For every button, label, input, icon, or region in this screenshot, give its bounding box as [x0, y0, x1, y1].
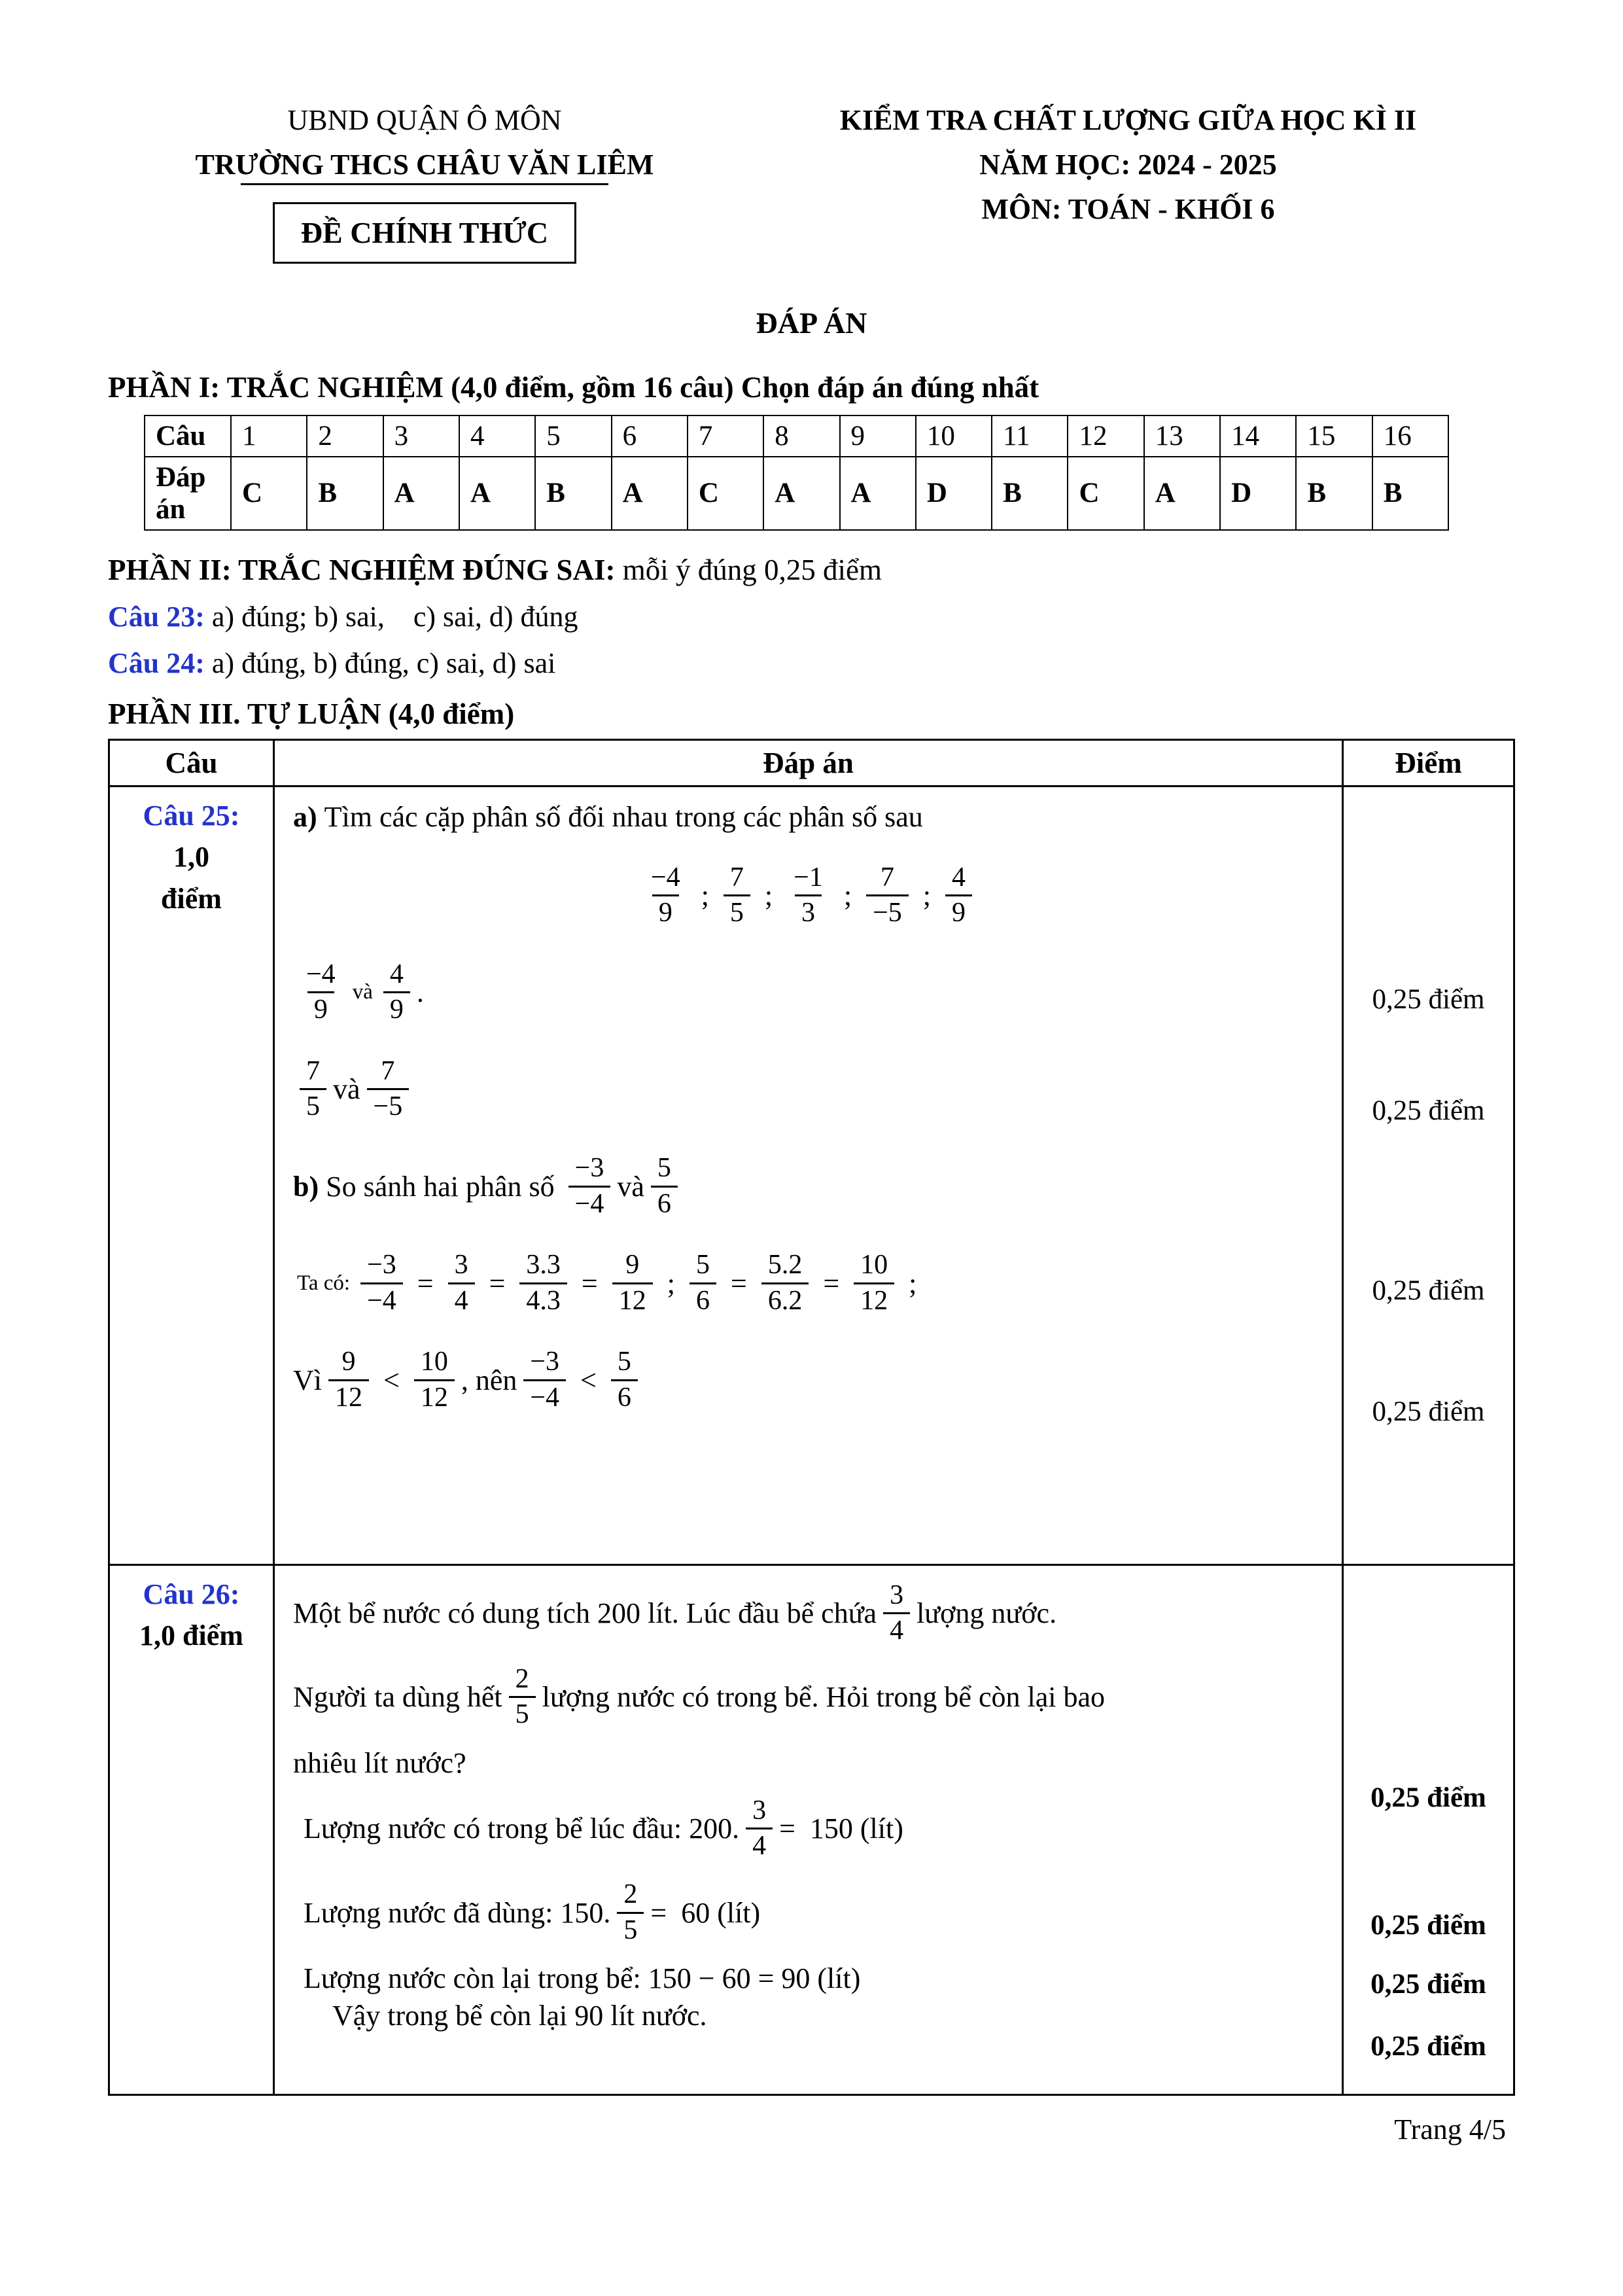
- points-badge: 0,25 điểm: [1372, 1275, 1485, 1306]
- answer-cell: D: [916, 457, 992, 530]
- q25-a-text: Tìm các cặp phân số đối nhau trong các phân số sau: [317, 800, 923, 833]
- equals-sign: =: [823, 1267, 840, 1299]
- fraction: $\frac{-3}{-4}$: [523, 1345, 566, 1415]
- question-24-label: Câu 24:: [108, 646, 205, 679]
- question-23-answer: [108, 600, 1515, 633]
- answer-cell: B: [1296, 457, 1372, 530]
- q26-problem-line-1: [293, 1579, 1323, 1648]
- q25-answer-cell: [274, 786, 1343, 1564]
- subject-grade: MÔN: TOÁN - KHỐI 6: [981, 193, 1275, 226]
- question-number: 13: [1144, 415, 1220, 457]
- question-number: 3: [383, 415, 459, 457]
- text-run: = 60 (lít): [650, 1896, 761, 1929]
- fraction: $\frac{-1}{3}$: [787, 861, 829, 930]
- q26-label-cell: [109, 1564, 274, 2094]
- q26-label: Câu 26:: [143, 1578, 240, 1610]
- text-run: Một bể nước có dung tích 200 lít. Lúc đầu bể chứa: [293, 1597, 877, 1630]
- q25-opposite-pair-2: [293, 1055, 1323, 1124]
- points-badge: 0,25 điểm: [1372, 1396, 1485, 1427]
- fraction: $\frac{3}{4}$: [883, 1579, 910, 1648]
- col-header-dapan: Đáp án: [274, 739, 1343, 786]
- q25-score-2: điểm: [161, 883, 222, 915]
- q26-problem-line-3: [293, 1746, 1323, 1780]
- semicolon: ;: [667, 1267, 675, 1299]
- equals-sign: =: [581, 1267, 598, 1299]
- answer-cell: A: [612, 457, 688, 530]
- fraction: $\frac{3}{4}$: [746, 1794, 773, 1863]
- part3-essay-table: [108, 739, 1515, 2096]
- separator: ;: [764, 879, 773, 912]
- answer-cell: B: [1372, 457, 1448, 530]
- q26-problem-line-2: [293, 1663, 1323, 1732]
- question-number: 6: [612, 415, 688, 457]
- part1-answer-table: [144, 415, 1449, 531]
- answer-cell: B: [535, 457, 611, 530]
- and-word: và: [352, 980, 373, 1004]
- q25-fraction-list: [293, 861, 1323, 930]
- separator: ;: [843, 879, 852, 912]
- text-run: Lượng nước có trong bể lúc đầu: 200.: [304, 1812, 740, 1845]
- points-badge: 0,25 điểm: [1370, 1909, 1486, 1941]
- fraction: $\frac{7}{-5}$: [367, 1055, 410, 1124]
- fraction: $\frac{4}{9}$: [383, 958, 410, 1027]
- part2-heading: [108, 553, 1515, 587]
- fraction: $\frac{10}{12}$: [414, 1345, 455, 1415]
- fraction: $\frac{9}{12}$: [328, 1345, 369, 1415]
- text-run: Vậy trong bể còn lại 90 lít nước.: [332, 2000, 707, 2032]
- q25-label: Câu 25:: [143, 799, 240, 832]
- text-run: Người ta dùng hết: [293, 1681, 502, 1714]
- org-name: UBND QUẬN Ô MÔN: [287, 104, 562, 136]
- fraction: $\frac{2}{5}$: [617, 1878, 644, 1947]
- question-number: 7: [688, 415, 763, 457]
- text-run: lượng nước có trong bể. Hỏi trong bể còn lại bao: [542, 1681, 1105, 1714]
- answer-cell: C: [688, 457, 763, 530]
- q25-taco-derivation: [293, 1248, 1323, 1318]
- answer-cell: A: [383, 457, 459, 530]
- points-badge: 0,25 điểm: [1372, 1095, 1485, 1126]
- q25-opposite-pair-1: [293, 958, 1323, 1027]
- question-23-label: Câu 23:: [108, 600, 205, 633]
- question-number: 1: [231, 415, 307, 457]
- points-badge: 0,25 điểm: [1370, 1782, 1486, 1813]
- points-badge: 0,25 điểm: [1370, 1968, 1486, 2000]
- q26-conclusion: [293, 1999, 1323, 2032]
- less-than-sign: <: [383, 1364, 400, 1396]
- part3-heading: PHẦN III. TỰ LUẬN (4,0 điểm): [108, 697, 515, 730]
- q26-score: 1,0 điểm: [139, 1619, 243, 1652]
- row-label-dapan: Đáp án: [145, 457, 231, 530]
- vi-word: Vì: [293, 1364, 322, 1396]
- fraction: $\frac{2}{5}$: [509, 1663, 536, 1732]
- fraction: $\frac{5}{6}$: [689, 1248, 716, 1318]
- and-word: và: [617, 1170, 644, 1203]
- q25-label-cell: [109, 786, 274, 1564]
- text-run: nhiêu lít nước?: [293, 1746, 466, 1779]
- answer-cell: A: [840, 457, 916, 530]
- q25-score-1: 1,0: [173, 841, 209, 874]
- exam-title: KIỂM TRA CHẤT LƯỢNG GIỮA HỌC KÌ II: [839, 104, 1417, 136]
- fraction: $\frac{3}{4}$: [448, 1248, 475, 1318]
- q26-solution-line-1: [293, 1794, 1323, 1863]
- school-year: NĂM HỌC: 2024 - 2025: [979, 149, 1277, 181]
- nen-word: , nên: [461, 1364, 517, 1396]
- q26-answer-cell: [274, 1564, 1343, 2094]
- q26-points-cell: [1343, 1564, 1514, 2094]
- table-row-questions: [145, 415, 1448, 457]
- q25-conclusion: [293, 1345, 1323, 1415]
- equals-sign: =: [489, 1267, 506, 1299]
- separator: ;: [922, 879, 931, 912]
- equals-sign: =: [417, 1267, 434, 1299]
- and-word: và: [333, 1073, 360, 1106]
- q26-solution-line-2: [293, 1878, 1323, 1947]
- header-left-block: [108, 98, 741, 264]
- fraction: $\frac{5.2}{6.2}$: [761, 1248, 809, 1318]
- q26-solution-line-3: [293, 1962, 1323, 1995]
- row-question-25: [109, 786, 1514, 1564]
- equals-sign: =: [730, 1267, 747, 1299]
- q25-part-b-statement: [293, 1152, 1323, 1221]
- fraction: $\frac{5}{6}$: [611, 1345, 638, 1415]
- document-header: [108, 98, 1515, 264]
- question-24-text: a) đúng, b) đúng, c) sai, d) sai: [204, 646, 556, 679]
- fraction: $\frac{10}{12}$: [854, 1248, 894, 1318]
- period: .: [416, 976, 424, 1009]
- fraction: $\frac{-3}{-4}$: [568, 1152, 611, 1221]
- answer-cell: C: [1068, 457, 1143, 530]
- row-label-cau: Câu: [145, 415, 231, 457]
- question-number: 15: [1296, 415, 1372, 457]
- page-number: Trang 4/5: [1394, 2113, 1506, 2146]
- fraction: $\frac{7}{-5}$: [866, 861, 909, 930]
- taco-label: Ta có:: [297, 1271, 351, 1295]
- row-question-26: [109, 1564, 1514, 2094]
- less-than-sign: <: [580, 1364, 597, 1396]
- semicolon: ;: [909, 1267, 917, 1299]
- question-number: 12: [1068, 415, 1143, 457]
- fraction: $\frac{5}{6}$: [651, 1152, 678, 1221]
- answer-cell: D: [1220, 457, 1296, 530]
- question-number: 5: [535, 415, 611, 457]
- part2-heading-bold: PHẦN II: TRẮC NGHIỆM ĐÚNG SAI:: [108, 553, 616, 586]
- fraction: $\frac{-4}{9}$: [644, 861, 687, 930]
- answer-cell: A: [763, 457, 839, 530]
- text-run: Lượng nước còn lại trong bể: 150 − 60 = 90 (lít): [304, 1962, 861, 1995]
- fraction: $\frac{7}{5}$: [300, 1055, 326, 1124]
- q25-b-text: So sánh hai phân số: [319, 1170, 562, 1203]
- essay-table-header: [109, 739, 1514, 786]
- question-number: 4: [459, 415, 535, 457]
- table-row-answers: [145, 457, 1448, 530]
- official-exam-badge: ĐỀ CHÍNH THỨC: [273, 202, 576, 263]
- question-number: 9: [840, 415, 916, 457]
- answer-cell: B: [992, 457, 1068, 530]
- fraction: $\frac{4}{9}$: [945, 861, 972, 930]
- text-run: lượng nước.: [916, 1597, 1057, 1630]
- question-number: 11: [992, 415, 1068, 457]
- answer-cell: C: [231, 457, 307, 530]
- points-badge: 0,25 điểm: [1370, 2030, 1486, 2062]
- answer-cell: A: [459, 457, 535, 530]
- question-number: 10: [916, 415, 992, 457]
- q25-part-a-statement: [293, 800, 1323, 834]
- fraction: $\frac{-4}{9}$: [300, 958, 342, 1027]
- question-23-text: a) đúng; b) sai, c) sai, d) đúng: [204, 600, 578, 633]
- col-header-cau: Câu: [109, 739, 274, 786]
- fraction: $\frac{-3}{-4}$: [360, 1248, 403, 1318]
- question-number: 8: [763, 415, 839, 457]
- col-header-diem: Điểm: [1343, 739, 1514, 786]
- school-name: TRƯỜNG THCS CHÂU VĂN LIÊM: [108, 143, 741, 185]
- fraction: $\frac{9}{12}$: [612, 1248, 653, 1318]
- text-run: = 150 (lít): [779, 1812, 903, 1845]
- answer-key-title: ĐÁP ÁN: [756, 306, 867, 340]
- header-right-block: [741, 98, 1515, 264]
- fraction: $\frac{3.3}{4.3}$: [519, 1248, 567, 1318]
- q25-b-marker: b): [293, 1170, 319, 1203]
- fraction: $\frac{7}{5}$: [724, 861, 750, 930]
- answer-cell: B: [307, 457, 383, 530]
- points-badge: 0,25 điểm: [1372, 983, 1485, 1015]
- question-24-answer: [108, 646, 1515, 680]
- part2-heading-rest: mỗi ý đúng 0,25 điểm: [615, 553, 882, 586]
- answer-cell: A: [1144, 457, 1220, 530]
- separator: ;: [701, 879, 709, 912]
- text-run: Lượng nước đã dùng: 150.: [304, 1896, 611, 1929]
- q25-points-cell: [1343, 786, 1514, 1564]
- question-number: 16: [1372, 415, 1448, 457]
- question-number: 14: [1220, 415, 1296, 457]
- part1-heading: PHẦN I: TRẮC NGHIỆM (4,0 điểm, gồm 16 câu) Chọn đáp án đúng nhất: [108, 370, 1039, 404]
- q25-a-marker: a): [293, 800, 317, 833]
- question-number: 2: [307, 415, 383, 457]
